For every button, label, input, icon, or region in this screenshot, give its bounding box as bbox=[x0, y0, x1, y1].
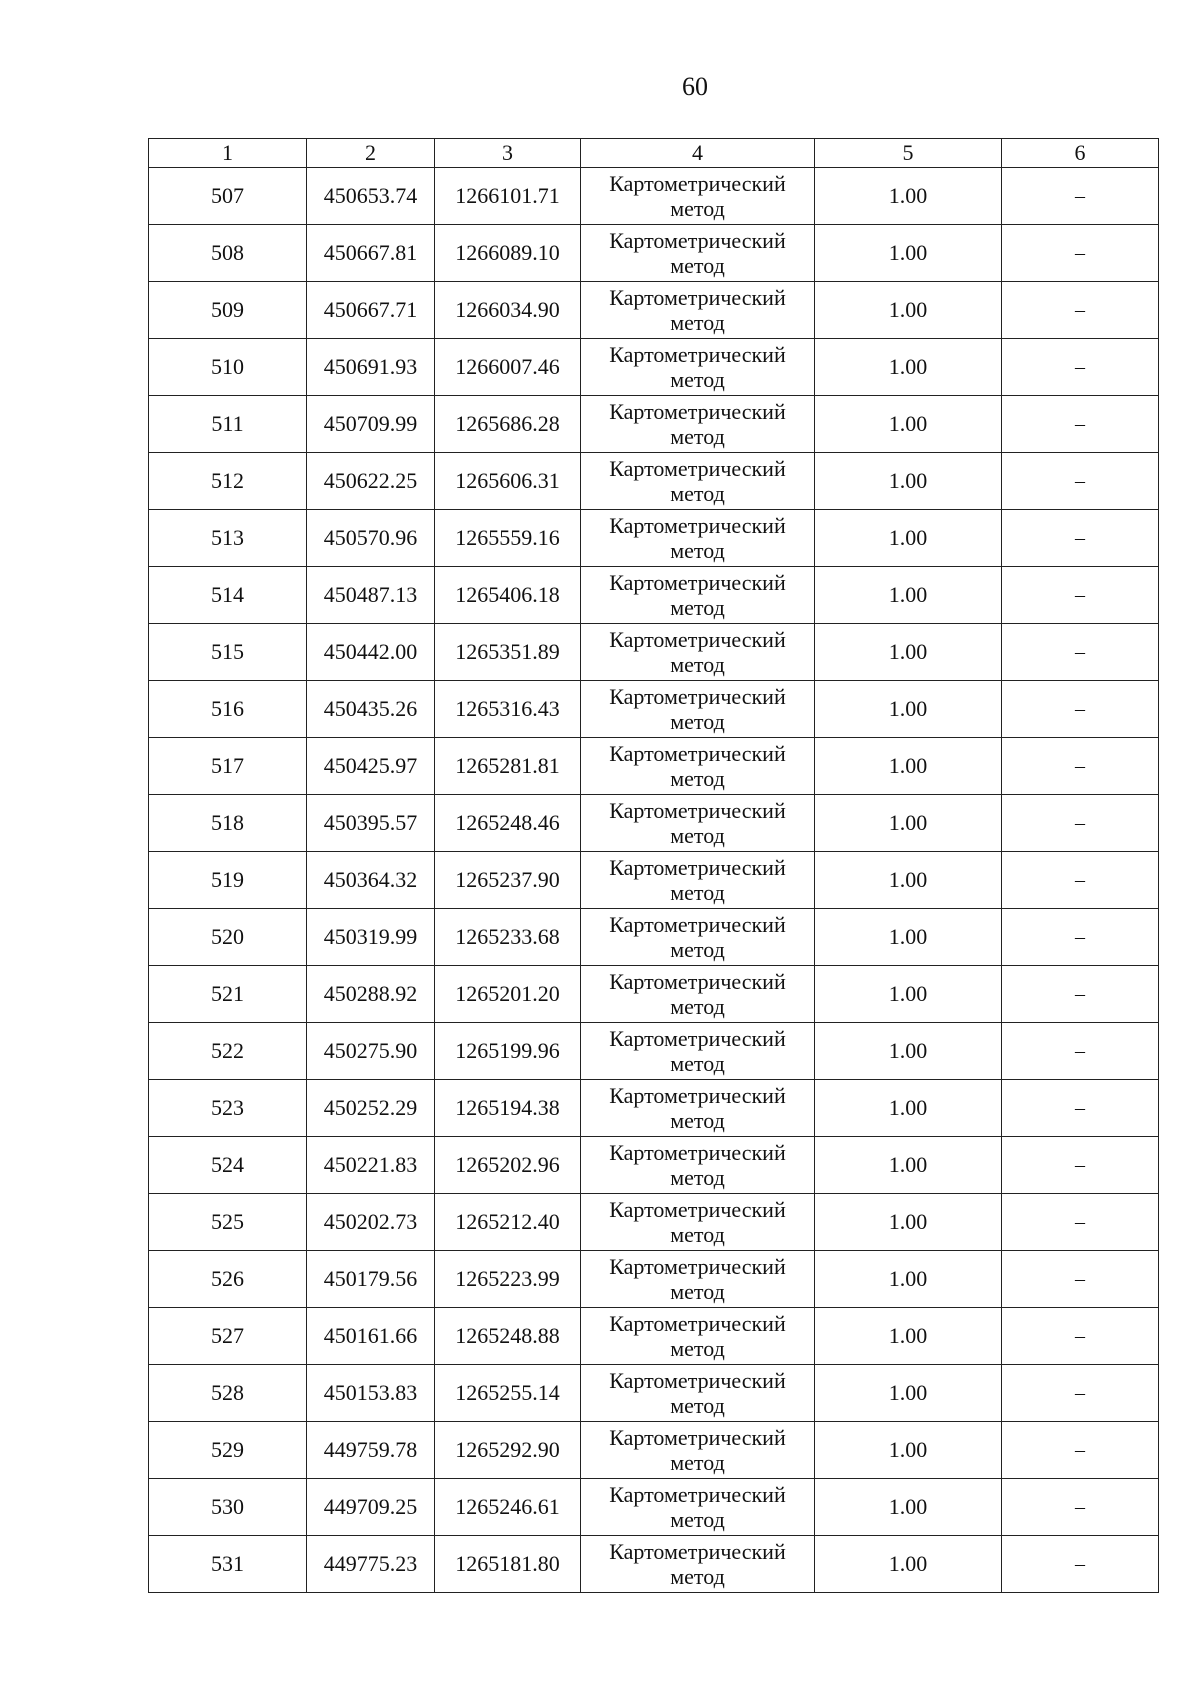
note-cell: – bbox=[1002, 624, 1159, 681]
y-coordinate-cell: 1265181.80 bbox=[435, 1536, 581, 1593]
x-coordinate-cell: 450202.73 bbox=[307, 1194, 435, 1251]
y-coordinate-cell: 1265406.18 bbox=[435, 567, 581, 624]
x-coordinate-cell: 449709.25 bbox=[307, 1479, 435, 1536]
table-row bbox=[149, 1536, 1159, 1593]
table-row bbox=[149, 168, 1159, 225]
accuracy-cell: 1.00 bbox=[815, 1080, 1002, 1137]
y-coordinate-cell: 1266034.90 bbox=[435, 282, 581, 339]
point-number-cell: 524 bbox=[149, 1137, 307, 1194]
method-cell bbox=[581, 852, 815, 909]
method-cell bbox=[581, 225, 815, 282]
point-number-cell: 531 bbox=[149, 1536, 307, 1593]
method-cell bbox=[581, 282, 815, 339]
method-cell bbox=[581, 909, 815, 966]
header-row bbox=[149, 139, 1159, 168]
y-coordinate-cell: 1266101.71 bbox=[435, 168, 581, 225]
y-coordinate-cell: 1266007.46 bbox=[435, 339, 581, 396]
method-label-line2: метод bbox=[670, 1450, 725, 1475]
method-label-line1: Картометрический bbox=[609, 399, 786, 424]
method-label-line1: Картометрический bbox=[609, 1482, 786, 1507]
note-cell: – bbox=[1002, 1023, 1159, 1080]
method-label-line1: Картометрический bbox=[609, 456, 786, 481]
accuracy-cell: 1.00 bbox=[815, 453, 1002, 510]
x-coordinate-cell: 450622.25 bbox=[307, 453, 435, 510]
point-number-cell: 517 bbox=[149, 738, 307, 795]
x-coordinate-cell: 450691.93 bbox=[307, 339, 435, 396]
method-label-line1: Картометрический bbox=[609, 627, 786, 652]
note-cell: – bbox=[1002, 1365, 1159, 1422]
table-row bbox=[149, 1479, 1159, 1536]
x-coordinate-cell: 450653.74 bbox=[307, 168, 435, 225]
method-label-line2: метод bbox=[670, 196, 725, 221]
accuracy-cell: 1.00 bbox=[815, 1536, 1002, 1593]
accuracy-cell: 1.00 bbox=[815, 168, 1002, 225]
method-label-line2: метод bbox=[670, 1051, 725, 1076]
note-cell: – bbox=[1002, 510, 1159, 567]
x-coordinate-cell: 450570.96 bbox=[307, 510, 435, 567]
accuracy-cell: 1.00 bbox=[815, 1194, 1002, 1251]
note-cell: – bbox=[1002, 681, 1159, 738]
accuracy-cell: 1.00 bbox=[815, 567, 1002, 624]
point-number-cell: 522 bbox=[149, 1023, 307, 1080]
method-cell bbox=[581, 1365, 815, 1422]
accuracy-cell: 1.00 bbox=[815, 1251, 1002, 1308]
note-cell: – bbox=[1002, 966, 1159, 1023]
note-cell: – bbox=[1002, 1536, 1159, 1593]
x-coordinate-cell: 450179.56 bbox=[307, 1251, 435, 1308]
accuracy-cell: 1.00 bbox=[815, 225, 1002, 282]
table-row bbox=[149, 339, 1159, 396]
method-cell bbox=[581, 966, 815, 1023]
note-cell: – bbox=[1002, 1308, 1159, 1365]
note-cell: – bbox=[1002, 453, 1159, 510]
note-cell: – bbox=[1002, 168, 1159, 225]
accuracy-cell: 1.00 bbox=[815, 795, 1002, 852]
method-label-line1: Картометрический bbox=[609, 741, 786, 766]
method-label-line2: метод bbox=[670, 1222, 725, 1247]
method-label-line2: метод bbox=[670, 481, 725, 506]
point-number-cell: 507 bbox=[149, 168, 307, 225]
x-coordinate-cell: 450395.57 bbox=[307, 795, 435, 852]
method-label-line1: Картометрический bbox=[609, 855, 786, 880]
y-coordinate-cell: 1265199.96 bbox=[435, 1023, 581, 1080]
method-label-line1: Картометрический bbox=[609, 1368, 786, 1393]
accuracy-cell: 1.00 bbox=[815, 681, 1002, 738]
point-number-cell: 512 bbox=[149, 453, 307, 510]
method-cell bbox=[581, 1479, 815, 1536]
method-cell bbox=[581, 1137, 815, 1194]
method-label-line2: метод bbox=[670, 1279, 725, 1304]
column-header: 1 bbox=[149, 139, 307, 168]
accuracy-cell: 1.00 bbox=[815, 1422, 1002, 1479]
table-row bbox=[149, 567, 1159, 624]
method-label-line1: Картометрический bbox=[609, 285, 786, 310]
point-number-cell: 520 bbox=[149, 909, 307, 966]
method-cell bbox=[581, 1080, 815, 1137]
note-cell: – bbox=[1002, 795, 1159, 852]
point-number-cell: 530 bbox=[149, 1479, 307, 1536]
method-label-line1: Картометрический bbox=[609, 798, 786, 823]
y-coordinate-cell: 1265255.14 bbox=[435, 1365, 581, 1422]
method-label-line1: Картометрический bbox=[609, 171, 786, 196]
accuracy-cell: 1.00 bbox=[815, 624, 1002, 681]
y-coordinate-cell: 1265233.68 bbox=[435, 909, 581, 966]
point-number-cell: 526 bbox=[149, 1251, 307, 1308]
x-coordinate-cell: 450425.97 bbox=[307, 738, 435, 795]
y-coordinate-cell: 1265559.16 bbox=[435, 510, 581, 567]
method-label-line1: Картометрический bbox=[609, 1083, 786, 1108]
method-label-line1: Картометрический bbox=[609, 1254, 786, 1279]
point-number-cell: 529 bbox=[149, 1422, 307, 1479]
method-cell bbox=[581, 1308, 815, 1365]
method-label-line1: Картометрический bbox=[609, 912, 786, 937]
method-label-line2: метод bbox=[670, 424, 725, 449]
point-number-cell: 528 bbox=[149, 1365, 307, 1422]
table-row bbox=[149, 1308, 1159, 1365]
method-label-line1: Картометрический bbox=[609, 1197, 786, 1222]
x-coordinate-cell: 450161.66 bbox=[307, 1308, 435, 1365]
method-cell bbox=[581, 1194, 815, 1251]
table-body bbox=[149, 168, 1159, 1593]
method-label-line2: метод bbox=[670, 1108, 725, 1133]
y-coordinate-cell: 1265292.90 bbox=[435, 1422, 581, 1479]
table-row bbox=[149, 909, 1159, 966]
point-number-cell: 516 bbox=[149, 681, 307, 738]
method-label-line1: Картометрический bbox=[609, 684, 786, 709]
note-cell: – bbox=[1002, 909, 1159, 966]
x-coordinate-cell: 450442.00 bbox=[307, 624, 435, 681]
accuracy-cell: 1.00 bbox=[815, 1365, 1002, 1422]
method-label-line2: метод bbox=[670, 994, 725, 1019]
accuracy-cell: 1.00 bbox=[815, 738, 1002, 795]
y-coordinate-cell: 1265237.90 bbox=[435, 852, 581, 909]
table-row bbox=[149, 1080, 1159, 1137]
method-cell bbox=[581, 1023, 815, 1080]
accuracy-cell: 1.00 bbox=[815, 1308, 1002, 1365]
point-number-cell: 513 bbox=[149, 510, 307, 567]
note-cell: – bbox=[1002, 396, 1159, 453]
method-label-line1: Картометрический bbox=[609, 1140, 786, 1165]
table-row bbox=[149, 282, 1159, 339]
method-cell bbox=[581, 510, 815, 567]
x-coordinate-cell: 450709.99 bbox=[307, 396, 435, 453]
point-number-cell: 525 bbox=[149, 1194, 307, 1251]
note-cell: – bbox=[1002, 1251, 1159, 1308]
table-row bbox=[149, 453, 1159, 510]
accuracy-cell: 1.00 bbox=[815, 1137, 1002, 1194]
method-label-line2: метод bbox=[670, 253, 725, 278]
y-coordinate-cell: 1266089.10 bbox=[435, 225, 581, 282]
method-label-line2: метод bbox=[670, 1165, 725, 1190]
method-label-line1: Картометрический bbox=[609, 228, 786, 253]
method-label-line1: Картометрический bbox=[609, 342, 786, 367]
method-cell bbox=[581, 1422, 815, 1479]
note-cell: – bbox=[1002, 1080, 1159, 1137]
method-cell bbox=[581, 681, 815, 738]
table-row bbox=[149, 738, 1159, 795]
note-cell: – bbox=[1002, 225, 1159, 282]
method-label-line2: метод bbox=[670, 880, 725, 905]
x-coordinate-cell: 450667.71 bbox=[307, 282, 435, 339]
table-row bbox=[149, 966, 1159, 1023]
method-label-line1: Картометрический bbox=[609, 1311, 786, 1336]
table-row bbox=[149, 1365, 1159, 1422]
y-coordinate-cell: 1265248.88 bbox=[435, 1308, 581, 1365]
accuracy-cell: 1.00 bbox=[815, 510, 1002, 567]
accuracy-cell: 1.00 bbox=[815, 1023, 1002, 1080]
x-coordinate-cell: 450275.90 bbox=[307, 1023, 435, 1080]
method-cell bbox=[581, 567, 815, 624]
y-coordinate-cell: 1265223.99 bbox=[435, 1251, 581, 1308]
x-coordinate-cell: 449759.78 bbox=[307, 1422, 435, 1479]
point-number-cell: 515 bbox=[149, 624, 307, 681]
method-cell bbox=[581, 168, 815, 225]
table-row bbox=[149, 1023, 1159, 1080]
method-label-line1: Картометрический bbox=[609, 1026, 786, 1051]
column-header: 2 bbox=[307, 139, 435, 168]
x-coordinate-cell: 450364.32 bbox=[307, 852, 435, 909]
accuracy-cell: 1.00 bbox=[815, 1479, 1002, 1536]
note-cell: – bbox=[1002, 1422, 1159, 1479]
x-coordinate-cell: 450487.13 bbox=[307, 567, 435, 624]
method-label-line2: метод bbox=[670, 1507, 725, 1532]
x-coordinate-cell: 449775.23 bbox=[307, 1536, 435, 1593]
column-header: 3 bbox=[435, 139, 581, 168]
table-row bbox=[149, 1137, 1159, 1194]
column-header: 4 bbox=[581, 139, 815, 168]
coordinates-table bbox=[148, 138, 1159, 1593]
method-label-line2: метод bbox=[670, 652, 725, 677]
note-cell: – bbox=[1002, 1479, 1159, 1536]
accuracy-cell: 1.00 bbox=[815, 339, 1002, 396]
table-row bbox=[149, 1194, 1159, 1251]
y-coordinate-cell: 1265202.96 bbox=[435, 1137, 581, 1194]
table-row bbox=[149, 396, 1159, 453]
y-coordinate-cell: 1265201.20 bbox=[435, 966, 581, 1023]
accuracy-cell: 1.00 bbox=[815, 396, 1002, 453]
note-cell: – bbox=[1002, 1137, 1159, 1194]
y-coordinate-cell: 1265194.38 bbox=[435, 1080, 581, 1137]
y-coordinate-cell: 1265606.31 bbox=[435, 453, 581, 510]
method-label-line2: метод bbox=[670, 595, 725, 620]
accuracy-cell: 1.00 bbox=[815, 966, 1002, 1023]
point-number-cell: 511 bbox=[149, 396, 307, 453]
y-coordinate-cell: 1265246.61 bbox=[435, 1479, 581, 1536]
note-cell: – bbox=[1002, 738, 1159, 795]
method-cell bbox=[581, 339, 815, 396]
method-label-line2: метод bbox=[670, 367, 725, 392]
table-row bbox=[149, 852, 1159, 909]
note-cell: – bbox=[1002, 282, 1159, 339]
point-number-cell: 519 bbox=[149, 852, 307, 909]
x-coordinate-cell: 450153.83 bbox=[307, 1365, 435, 1422]
method-label-line2: метод bbox=[670, 937, 725, 962]
method-cell bbox=[581, 1251, 815, 1308]
method-label-line1: Картометрический bbox=[609, 1425, 786, 1450]
method-label-line1: Картометрический bbox=[609, 1539, 786, 1564]
point-number-cell: 514 bbox=[149, 567, 307, 624]
method-label-line2: метод bbox=[670, 1336, 725, 1361]
point-number-cell: 508 bbox=[149, 225, 307, 282]
accuracy-cell: 1.00 bbox=[815, 852, 1002, 909]
table-row bbox=[149, 624, 1159, 681]
table-row bbox=[149, 510, 1159, 567]
method-cell bbox=[581, 453, 815, 510]
point-number-cell: 510 bbox=[149, 339, 307, 396]
note-cell: – bbox=[1002, 567, 1159, 624]
method-label-line2: метод bbox=[670, 823, 725, 848]
point-number-cell: 521 bbox=[149, 966, 307, 1023]
table-row bbox=[149, 225, 1159, 282]
accuracy-cell: 1.00 bbox=[815, 282, 1002, 339]
method-label-line2: метод bbox=[670, 1393, 725, 1418]
x-coordinate-cell: 450667.81 bbox=[307, 225, 435, 282]
point-number-cell: 509 bbox=[149, 282, 307, 339]
method-cell bbox=[581, 795, 815, 852]
note-cell: – bbox=[1002, 339, 1159, 396]
method-label-line2: метод bbox=[670, 766, 725, 791]
point-number-cell: 527 bbox=[149, 1308, 307, 1365]
method-label-line1: Картометрический bbox=[609, 969, 786, 994]
x-coordinate-cell: 450435.26 bbox=[307, 681, 435, 738]
page-number: 60 bbox=[682, 72, 708, 101]
column-header: 5 bbox=[815, 139, 1002, 168]
x-coordinate-cell: 450252.29 bbox=[307, 1080, 435, 1137]
y-coordinate-cell: 1265351.89 bbox=[435, 624, 581, 681]
table-row bbox=[149, 1422, 1159, 1479]
coordinates-table-container bbox=[148, 138, 1158, 1593]
point-number-cell: 523 bbox=[149, 1080, 307, 1137]
method-cell bbox=[581, 396, 815, 453]
method-label-line2: метод bbox=[670, 1564, 725, 1589]
y-coordinate-cell: 1265212.40 bbox=[435, 1194, 581, 1251]
y-coordinate-cell: 1265686.28 bbox=[435, 396, 581, 453]
method-label-line2: метод bbox=[670, 538, 725, 563]
table-row bbox=[149, 681, 1159, 738]
point-number-cell: 518 bbox=[149, 795, 307, 852]
x-coordinate-cell: 450319.99 bbox=[307, 909, 435, 966]
y-coordinate-cell: 1265316.43 bbox=[435, 681, 581, 738]
accuracy-cell: 1.00 bbox=[815, 909, 1002, 966]
method-label-line1: Картометрический bbox=[609, 570, 786, 595]
x-coordinate-cell: 450221.83 bbox=[307, 1137, 435, 1194]
method-label-line1: Картометрический bbox=[609, 513, 786, 538]
note-cell: – bbox=[1002, 1194, 1159, 1251]
method-cell bbox=[581, 624, 815, 681]
column-header: 6 bbox=[1002, 139, 1159, 168]
method-label-line2: метод bbox=[670, 310, 725, 335]
method-cell bbox=[581, 738, 815, 795]
table-header bbox=[149, 139, 1159, 168]
x-coordinate-cell: 450288.92 bbox=[307, 966, 435, 1023]
method-label-line2: метод bbox=[670, 709, 725, 734]
note-cell: – bbox=[1002, 852, 1159, 909]
y-coordinate-cell: 1265281.81 bbox=[435, 738, 581, 795]
method-cell bbox=[581, 1536, 815, 1593]
table-row bbox=[149, 1251, 1159, 1308]
table-row bbox=[149, 795, 1159, 852]
y-coordinate-cell: 1265248.46 bbox=[435, 795, 581, 852]
